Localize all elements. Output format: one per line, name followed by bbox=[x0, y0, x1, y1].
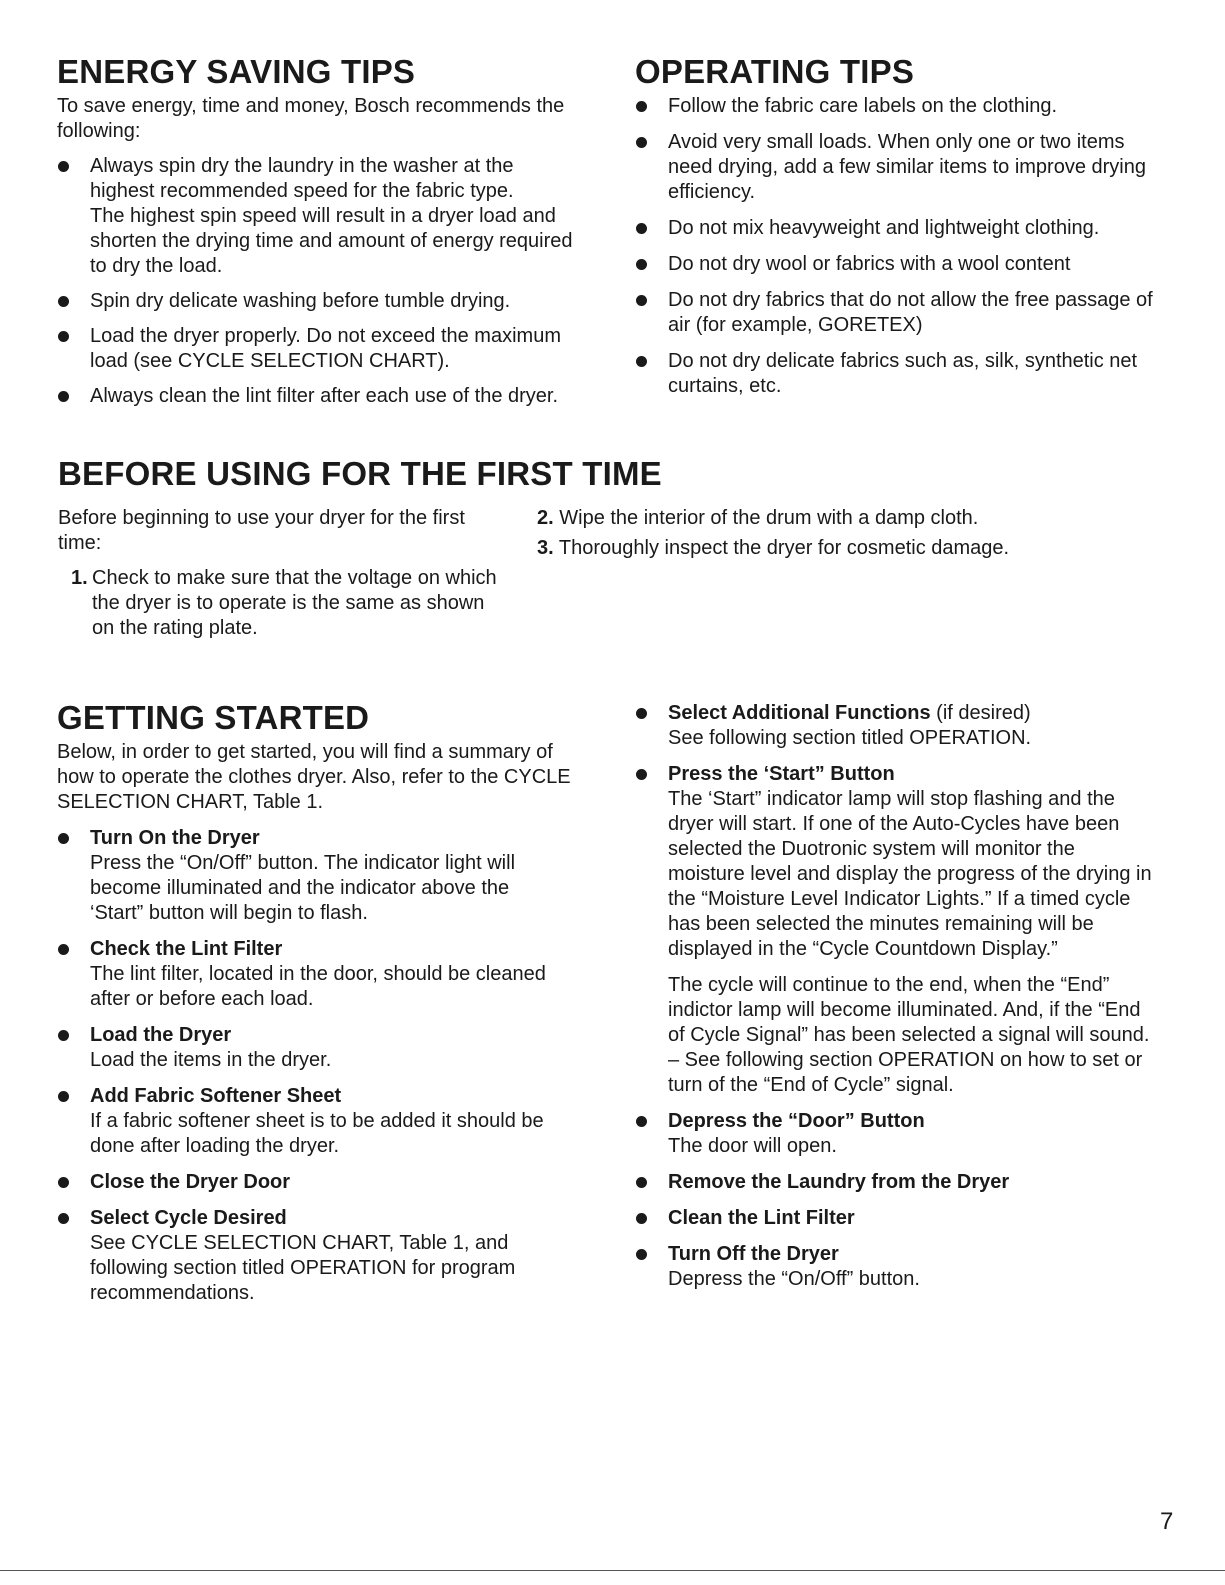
bullet-icon bbox=[58, 944, 69, 955]
step-title: Add Fabric Softener Sheet bbox=[90, 1085, 342, 1107]
list-item bbox=[57, 1170, 597, 1195]
energy-saving-intro: To save energy, time and money, Bosch recommends the following: bbox=[57, 95, 565, 142]
step-text: Depress the “On/Off” button. bbox=[668, 1268, 920, 1290]
list-item bbox=[57, 826, 597, 926]
list-item bbox=[635, 288, 1175, 338]
step-number: 2. bbox=[537, 507, 554, 529]
list-item bbox=[537, 506, 1137, 531]
first-time-steps-right bbox=[537, 506, 1137, 561]
bullet-icon bbox=[58, 331, 69, 342]
energy-saving-list bbox=[57, 154, 592, 409]
list-item bbox=[635, 349, 1175, 399]
first-time-title: BEFORE USING FOR THE FIRST TIME bbox=[58, 455, 662, 492]
getting-started-steps-left bbox=[57, 826, 597, 1306]
bullet-icon bbox=[636, 137, 647, 148]
step-text: See following section titled OPERATION. bbox=[668, 727, 1032, 749]
step-text: The lint filter, located in the door, should be cleaned after or before each load. bbox=[90, 963, 546, 1010]
step-text: If a fabric softener sheet is to be added it should be done after loading the dryer. bbox=[90, 1110, 544, 1157]
step-title-suffix: (if desired) bbox=[930, 702, 1031, 724]
bottom-divider bbox=[0, 1570, 1225, 1571]
step-number: 1. bbox=[71, 567, 88, 589]
step-title: Turn On the Dryer bbox=[90, 827, 260, 849]
list-item bbox=[635, 252, 1175, 277]
list-item-text: The highest spin speed will result in a dryer load and shorten the drying time and amount of energy required to dry the load. bbox=[90, 205, 573, 277]
list-item bbox=[57, 1206, 597, 1306]
step-text: Press the “On/Off” button. The indicator light will become illuminated and the indicator above the ‘Start” button will begin to flash. bbox=[90, 852, 516, 924]
bullet-icon bbox=[636, 1249, 647, 1260]
list-item bbox=[635, 1170, 1175, 1195]
list-item-text: Spin dry delicate washing before tumble drying. bbox=[90, 290, 511, 312]
bullet-icon bbox=[636, 101, 647, 112]
bullet-icon bbox=[636, 769, 647, 780]
operating-tips-section bbox=[635, 52, 1175, 399]
first-time-intro: Before beginning to use your dryer for the first time: bbox=[58, 507, 465, 554]
list-item bbox=[635, 762, 1175, 1098]
step-text: See CYCLE SELECTION CHART, Table 1, and following section titled OPERATION for program recommendations. bbox=[90, 1232, 516, 1304]
bullet-icon bbox=[58, 1091, 69, 1102]
step-title: Select Additional Functions bbox=[668, 702, 931, 724]
bullet-icon bbox=[636, 1116, 647, 1127]
list-item-text: Follow the fabric care labels on the clothing. bbox=[668, 95, 1058, 117]
list-item bbox=[635, 216, 1175, 241]
list-item bbox=[635, 1109, 1175, 1159]
getting-started-right bbox=[635, 701, 1175, 1292]
energy-saving-section bbox=[57, 52, 592, 409]
step-title: Load the Dryer bbox=[90, 1024, 232, 1046]
getting-started-section bbox=[57, 698, 597, 1306]
step-title: Press the ‘Start” Button bbox=[668, 763, 895, 785]
list-item bbox=[57, 937, 597, 1012]
step-title: Remove the Laundry from the Dryer bbox=[668, 1171, 1010, 1193]
bullet-icon bbox=[636, 223, 647, 234]
list-item-text: Always clean the lint filter after each use of the dryer. bbox=[90, 385, 559, 407]
list-item bbox=[635, 94, 1175, 119]
step-text: The ‘Start” indicator lamp will stop flashing and the dryer will start. If one of the Auto-Cycles have been selected the Duotronic system will monitor the moisture level and display the progress of the drying in the “Moisture Level Indicator Lights.” If a timed cycle has been selected the minutes remaining will be displayed in the “Cycle Countdown Display.” bbox=[668, 788, 1152, 960]
list-item bbox=[57, 1023, 597, 1073]
bullet-icon bbox=[58, 1213, 69, 1224]
step-title: Close the Dryer Door bbox=[90, 1171, 291, 1193]
bullet-icon bbox=[636, 1213, 647, 1224]
list-item-text: Load the dryer properly. Do not exceed the maximum load (see CYCLE SELECTION CHART). bbox=[90, 325, 561, 372]
bullet-icon bbox=[636, 708, 647, 719]
getting-started-intro: Below, in order to get started, you will find a summary of how to operate the clothes dryer. Also, refer to the CYCLE SELECTION CHART, Table 1. bbox=[57, 741, 571, 813]
first-time-right bbox=[537, 506, 1137, 561]
list-item-text: Avoid very small loads. When only one or two items need drying, add a few similar items to improve drying efficiency. bbox=[668, 131, 1146, 203]
getting-started-title: GETTING STARTED bbox=[57, 699, 370, 736]
step-title: Clean the Lint Filter bbox=[668, 1207, 855, 1229]
list-item-text: Do not dry delicate fabrics such as, silk, synthetic net curtains, etc. bbox=[668, 350, 1138, 397]
list-item bbox=[635, 1206, 1175, 1231]
bullet-icon bbox=[636, 295, 647, 306]
operating-tips-title: OPERATING TIPS bbox=[635, 53, 915, 90]
bullet-icon bbox=[636, 356, 647, 367]
step-number: 3. bbox=[537, 537, 554, 559]
step-title: Select Cycle Desired bbox=[90, 1207, 287, 1229]
list-item bbox=[57, 324, 592, 374]
list-item bbox=[71, 566, 498, 641]
bullet-icon bbox=[58, 161, 69, 172]
getting-started-steps-right bbox=[635, 701, 1175, 1292]
step-text: Check to make sure that the voltage on which the dryer is to operate is the same as shown on the rating plate. bbox=[92, 567, 497, 639]
list-item-text: Do not mix heavyweight and lightweight clothing. bbox=[668, 217, 1100, 239]
operating-tips-list bbox=[635, 94, 1175, 399]
bullet-icon bbox=[58, 1030, 69, 1041]
bullet-icon bbox=[58, 296, 69, 307]
step-text-extra: The cycle will continue to the end, when the “End” indictor lamp will become illuminated. And, if the “End of Cycle Signal” has been selected a signal will sound. – See following section OPERATION on how to set or turn of the “End of Cycle” signal. bbox=[668, 974, 1150, 1096]
list-item bbox=[57, 1084, 597, 1159]
list-item-text: Do not dry fabrics that do not allow the free passage of air (for example, GORETEX) bbox=[668, 289, 1153, 336]
list-item bbox=[635, 701, 1175, 751]
energy-saving-title: ENERGY SAVING TIPS bbox=[57, 53, 416, 90]
step-title: Turn Off the Dryer bbox=[668, 1243, 839, 1265]
list-item bbox=[537, 536, 1137, 561]
list-item bbox=[57, 289, 592, 314]
list-item-text: Do not dry wool or fabrics with a wool content bbox=[668, 253, 1071, 275]
list-item bbox=[635, 1242, 1175, 1292]
bullet-icon bbox=[636, 259, 647, 270]
first-time-section bbox=[58, 454, 1178, 494]
page-number: 7 bbox=[1160, 1508, 1174, 1535]
step-text: Wipe the interior of the drum with a damp cloth. bbox=[559, 507, 979, 529]
step-text: The door will open. bbox=[668, 1135, 837, 1157]
first-time-steps-left bbox=[58, 566, 498, 641]
bullet-icon bbox=[58, 391, 69, 402]
list-item bbox=[57, 384, 592, 409]
list-item-text: Always spin dry the laundry in the washer at the highest recommended speed for the fabric type. bbox=[90, 155, 514, 202]
step-title: Check the Lint Filter bbox=[90, 938, 283, 960]
bullet-icon bbox=[58, 1177, 69, 1188]
step-title: Depress the “Door” Button bbox=[668, 1110, 925, 1132]
step-text: Load the items in the dryer. bbox=[90, 1049, 332, 1071]
step-text: Thoroughly inspect the dryer for cosmetic damage. bbox=[558, 537, 1010, 559]
bullet-icon bbox=[636, 1177, 647, 1188]
first-time-left bbox=[58, 506, 498, 641]
list-item bbox=[635, 130, 1175, 205]
bullet-icon bbox=[58, 833, 69, 844]
list-item bbox=[57, 154, 592, 279]
